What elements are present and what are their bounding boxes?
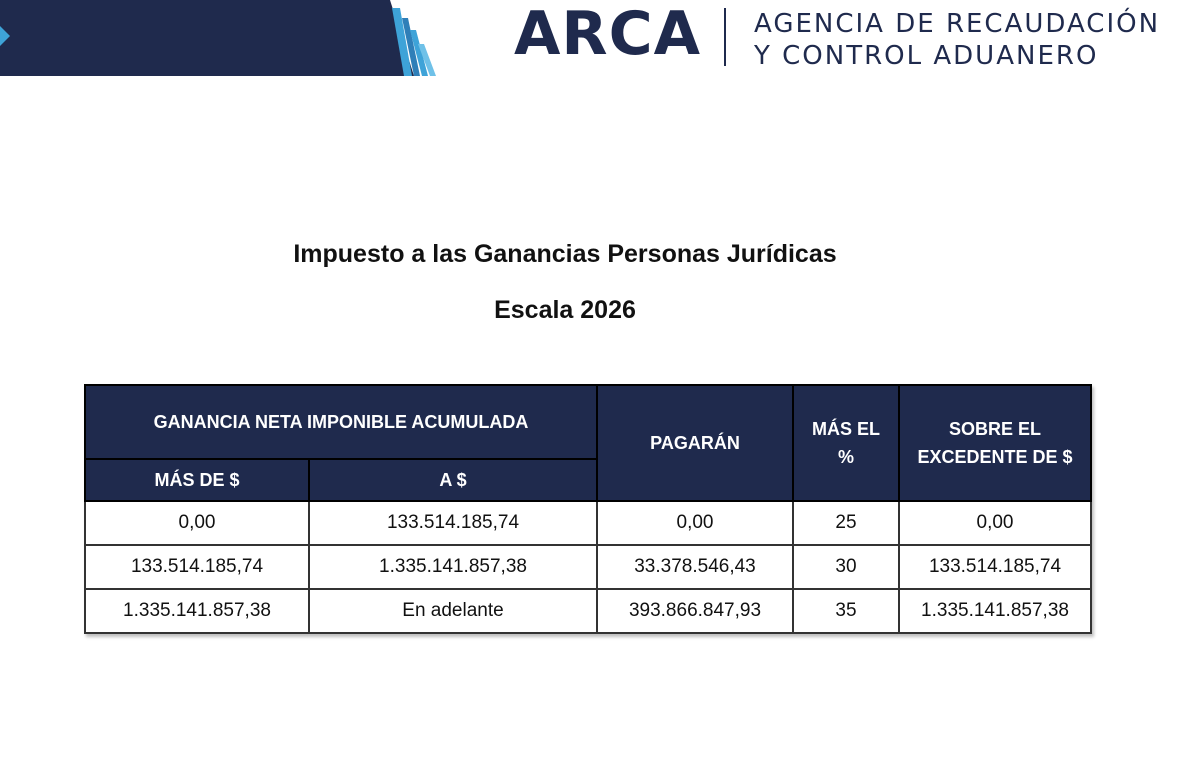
brand-name: ARCA [514,0,702,69]
cell-pagaran: 33.378.546,43 [597,545,793,589]
brand-subtitle-line1: AGENCIA DE RECAUDACIÓN [754,9,1161,39]
header-mas-el-line2: % [837,447,854,467]
header-a: A $ [309,459,597,501]
cell-a: En adelante [309,589,597,633]
header-sobre-excedente [899,385,1091,501]
cell-pagaran: 393.866.847,93 [597,589,793,633]
header-banner-graphic [0,0,440,76]
cell-mas-de: 0,00 [85,501,309,545]
header-pagaran: PAGARÁN [597,385,793,501]
cell-sobre-excedente: 133.514.185,74 [899,545,1091,589]
cell-mas-de: 1.335.141.857,38 [85,589,309,633]
header-ganancia-neta: GANANCIA NETA IMPONIBLE ACUMULADA [85,385,597,459]
table-row [85,545,1091,589]
document-subtitle: Escala 2026 [494,296,636,324]
header-sobre-line1: SOBRE EL [948,419,1041,439]
header-sobre-line2: EXCEDENTE DE $ [917,447,1073,467]
cell-sobre-excedente: 1.335.141.857,38 [899,589,1091,633]
cell-a: 1.335.141.857,38 [309,545,597,589]
brand-subtitle [754,8,1160,72]
header-mas-de: MÁS DE $ [85,459,309,501]
header-mas-el-porcentaje [793,385,899,501]
cell-mas-el-porcentaje: 30 [793,545,899,589]
document-title: Impuesto a las Ganancias Personas Jurídicas [293,240,837,268]
cell-sobre-excedente: 0,00 [899,501,1091,545]
brand-divider [724,8,726,66]
cell-mas-el-porcentaje: 35 [793,589,899,633]
brand-logo [512,0,1172,76]
tax-scale-table [84,384,1092,634]
header-mas-el-line1: MÁS EL [811,419,880,439]
brand-subtitle-line2: Y CONTROL ADUANERO [754,41,1099,71]
cell-mas-el-porcentaje: 25 [793,501,899,545]
table-row [85,501,1091,545]
cell-pagaran: 0,00 [597,501,793,545]
cell-mas-de: 133.514.185,74 [85,545,309,589]
cell-a: 133.514.185,74 [309,501,597,545]
table-row [85,589,1091,633]
